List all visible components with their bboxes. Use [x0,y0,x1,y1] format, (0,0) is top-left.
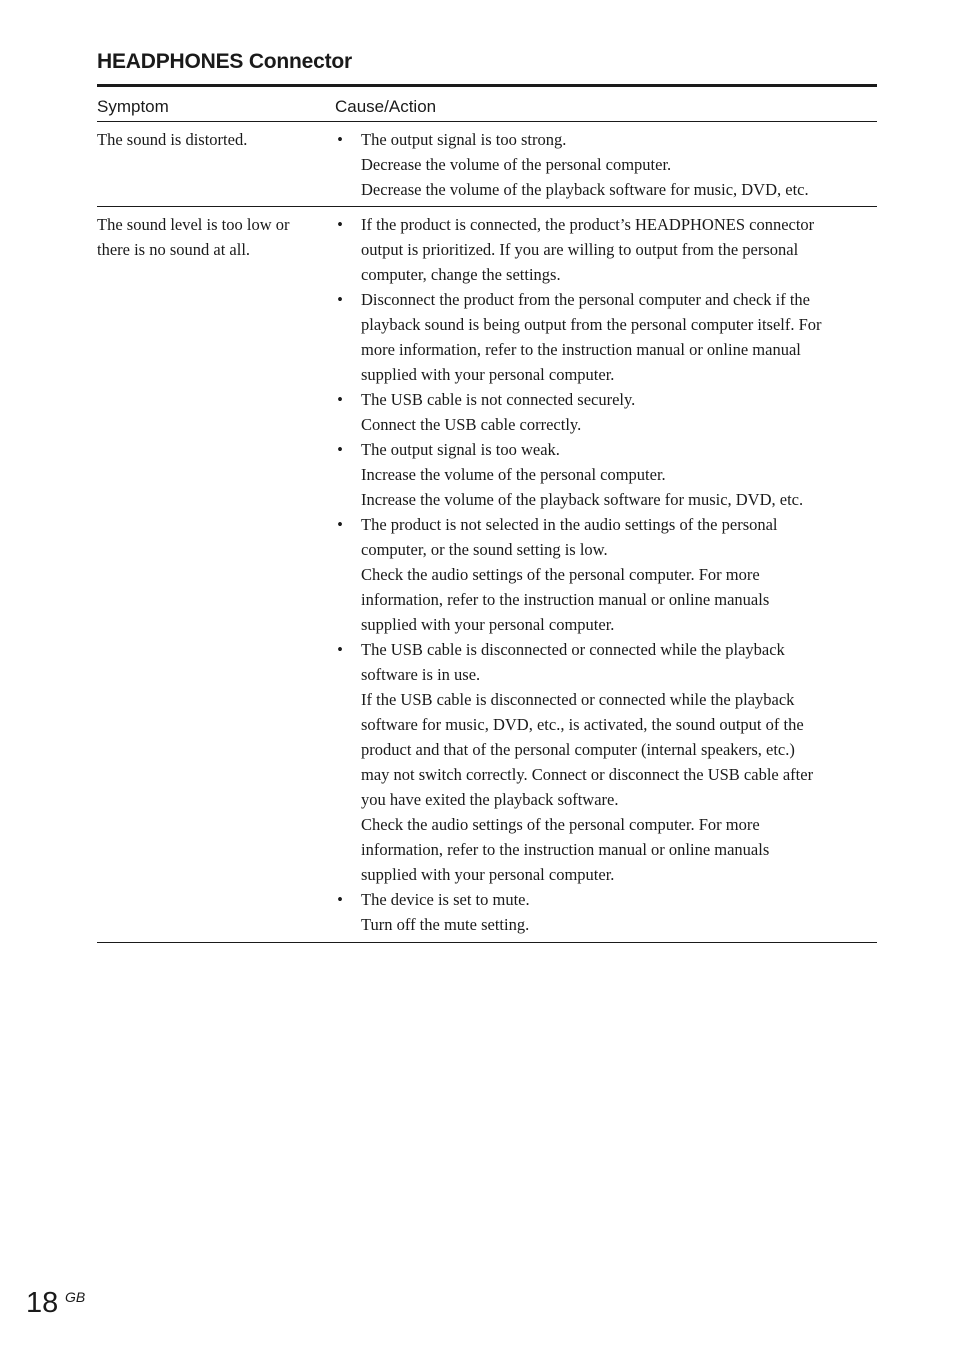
bullet-icon: • [337,890,343,909]
page-region-code: GB [65,1289,86,1305]
cause-action-cell [335,122,877,206]
cause-action-line: computer, or the sound setting is low. [361,540,608,559]
bullet-icon: • [337,640,343,659]
cause-action-line: Check the audio settings of the personal computer. For more [361,565,760,584]
cause-action-line: The output signal is too weak. [361,440,560,459]
bullet-icon: • [337,290,343,309]
cause-action-line: The device is set to mute. [361,890,530,909]
bullet-icon: • [337,390,343,409]
cause-action-line: If the USB cable is disconnected or connected while the playback [361,690,795,709]
cause-action-line: supplied with your personal computer. [361,865,615,884]
header-symptom: Symptom [97,97,169,116]
cause-action-line: Decrease the volume of the personal computer. [361,155,672,174]
cause-action-list [335,127,877,202]
cause-action-line: more information, refer to the instruction manual or online manual [361,340,801,359]
cause-action-line: Connect the USB cable correctly. [361,415,582,434]
cause-action-line: playback sound is being output from the personal computer itself. For [361,315,822,334]
page-number: 18 [26,1287,59,1319]
cause-action-list [335,212,877,937]
cause-action-line: software is in use. [361,665,481,684]
cause-action-line: supplied with your personal computer. [361,365,615,384]
troubleshooting-table [97,84,877,943]
cause-action-line: The USB cable is not connected securely. [361,390,636,409]
cause-action-line: computer, change the settings. [361,265,561,284]
list-item [335,127,877,202]
cause-action-cell [335,207,877,942]
bullet-icon: • [337,215,343,234]
cause-action-line: Turn off the mute setting. [361,915,530,934]
list-item [335,887,877,937]
section-title: HEADPHONES Connector [97,50,353,73]
symptom-cell [97,122,335,206]
cause-action-line: Check the audio settings of the personal computer. For more [361,815,760,834]
cause-action-line: Disconnect the product from the personal computer and check if the [361,290,811,309]
cause-action-line: supplied with your personal computer. [361,615,615,634]
cause-action-line: software for music, DVD, etc., is activated, the sound output of the [361,715,804,734]
bullet-icon: • [337,515,343,534]
cause-action-line: information, refer to the instruction manual or online manuals [361,840,770,859]
cause-action-line: If the product is connected, the product’s HEADPHONES connector [361,215,815,234]
cause-action-line: you have exited the playback software. [361,790,619,809]
table-row [97,207,877,943]
cause-action-line: Increase the volume of the personal computer. [361,465,666,484]
header-cause-action: Cause/Action [335,97,437,116]
cause-action-line: Decrease the volume of the playback software for music, DVD, etc. [361,180,809,199]
bullet-icon: • [337,130,343,149]
symptom-text: The sound is distorted. [97,130,248,149]
list-item [335,287,877,387]
symptom-cell [97,207,335,942]
cause-action-line: The product is not selected in the audio settings of the personal [361,515,778,534]
cause-action-line: may not switch correctly. Connect or disconnect the USB cable after [361,765,814,784]
list-item [335,387,877,437]
symptom-text: The sound level is too low or there is no sound at all. [97,215,290,259]
table-body [97,122,877,943]
list-item [335,212,877,287]
bullet-icon: • [337,440,343,459]
cause-action-line: output is prioritized. If you are willing to output from the personal [361,240,799,259]
cause-action-line: product and that of the personal computer (internal speakers, etc.) [361,740,795,759]
list-item [335,512,877,637]
cause-action-line: The output signal is too strong. [361,130,567,149]
list-item [335,437,877,512]
table-row [97,122,877,207]
cause-action-line: information, refer to the instruction manual or online manuals [361,590,770,609]
cause-action-line: Increase the volume of the playback software for music, DVD, etc. [361,490,804,509]
list-item [335,637,877,887]
cause-action-line: The USB cable is disconnected or connected while the playback [361,640,785,659]
table-header-row [97,87,877,122]
